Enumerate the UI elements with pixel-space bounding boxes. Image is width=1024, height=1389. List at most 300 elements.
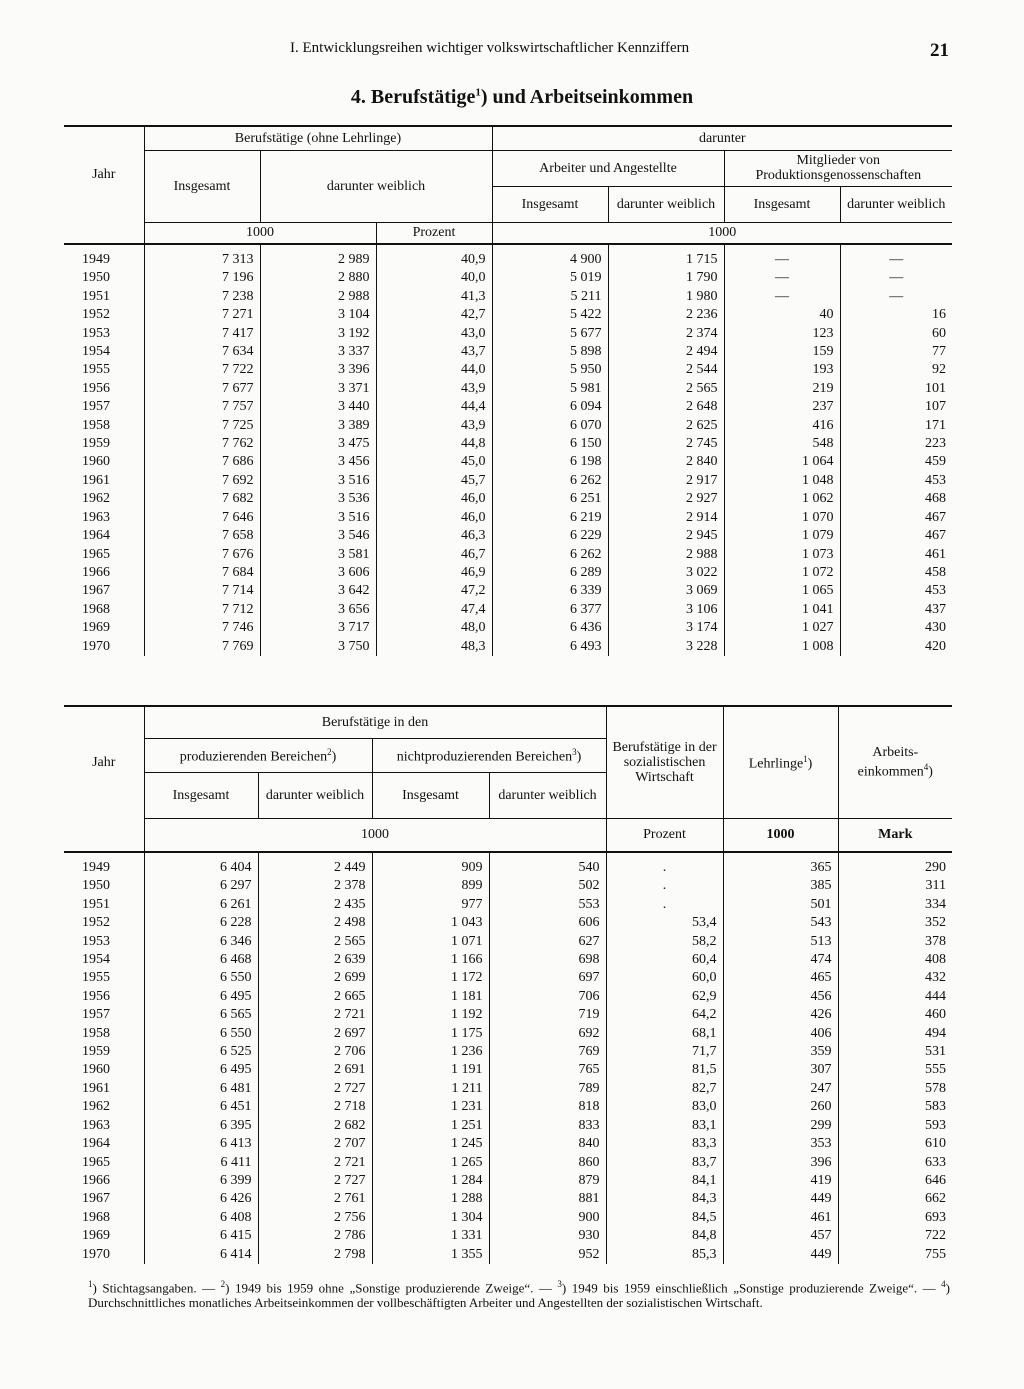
value-cell: — xyxy=(840,288,952,306)
table-row xyxy=(64,490,952,508)
value-cell: 2 565 xyxy=(258,933,372,951)
value-cell: 7 712 xyxy=(144,601,260,619)
value-cell: 3 389 xyxy=(260,417,376,435)
value-cell: 840 xyxy=(489,1135,606,1153)
value-cell: 60,0 xyxy=(606,969,723,987)
value-cell: 633 xyxy=(838,1154,952,1172)
table-row xyxy=(64,852,952,877)
value-cell: 2 927 xyxy=(608,490,724,508)
value-cell: 6 404 xyxy=(144,852,258,877)
value-cell: 7 313 xyxy=(144,244,260,269)
value-cell: 6 289 xyxy=(492,564,608,582)
value-cell: 2 727 xyxy=(258,1080,372,1098)
value-cell: 449 xyxy=(723,1190,838,1208)
value-cell: 1 251 xyxy=(372,1117,489,1135)
value-cell: 71,7 xyxy=(606,1043,723,1061)
value-cell: 385 xyxy=(723,877,838,895)
value-cell: 1 079 xyxy=(724,527,840,545)
value-cell: 7 714 xyxy=(144,582,260,600)
value-cell: 3 104 xyxy=(260,306,376,324)
table-row xyxy=(64,951,952,969)
value-cell: 3 546 xyxy=(260,527,376,545)
value-cell: 6 415 xyxy=(144,1227,258,1245)
table-row xyxy=(64,1080,952,1098)
value-cell: 930 xyxy=(489,1227,606,1245)
value-cell: 46,7 xyxy=(376,546,492,564)
col-berufstaetige: Berufstätige (ohne Lehrlinge) xyxy=(144,126,492,150)
value-cell: 45,0 xyxy=(376,453,492,471)
table-row xyxy=(64,601,952,619)
value-cell: 6 251 xyxy=(492,490,608,508)
value-cell: 92 xyxy=(840,361,952,379)
value-cell: 406 xyxy=(723,1025,838,1043)
value-cell: 2 756 xyxy=(258,1209,372,1227)
value-cell: 6 411 xyxy=(144,1154,258,1172)
value-cell: 453 xyxy=(840,472,952,490)
value-cell: 3 371 xyxy=(260,380,376,398)
value-cell: 2 989 xyxy=(260,244,376,269)
value-cell: 83,0 xyxy=(606,1098,723,1116)
value-cell: 1 236 xyxy=(372,1043,489,1061)
col-nichtproduzierenden: nichtproduzierenden Bereichen$^3$) xyxy=(372,738,606,772)
value-cell: 2 699 xyxy=(258,969,372,987)
col-pg-insgesamt: Insgesamt xyxy=(724,186,840,222)
value-cell: 593 xyxy=(838,1117,952,1135)
value-cell: 1 008 xyxy=(724,638,840,656)
value-cell: 553 xyxy=(489,896,606,914)
value-cell: 83,1 xyxy=(606,1117,723,1135)
value-cell: 85,3 xyxy=(606,1246,723,1264)
year-cell: 1962 xyxy=(82,491,110,507)
value-cell: 62,9 xyxy=(606,988,723,1006)
value-cell: 833 xyxy=(489,1117,606,1135)
value-cell: 2 639 xyxy=(258,951,372,969)
year-cell: 1965 xyxy=(82,546,110,562)
value-cell: 2 727 xyxy=(258,1172,372,1190)
value-cell: 2 697 xyxy=(258,1025,372,1043)
value-cell: 818 xyxy=(489,1098,606,1116)
value-cell: 3 475 xyxy=(260,435,376,453)
year-cell: 1963 xyxy=(82,509,110,525)
table-row xyxy=(64,546,952,564)
year-cell: 1964 xyxy=(82,528,110,544)
value-cell: 6 550 xyxy=(144,1025,258,1043)
value-cell: 5 981 xyxy=(492,380,608,398)
col-sozialistisch: Berufstätige in der sozialistischen Wirtschaft xyxy=(606,706,723,818)
value-cell: 40,0 xyxy=(376,269,492,287)
value-cell: 3 106 xyxy=(608,601,724,619)
col-jahr-2: Jahr xyxy=(64,706,144,818)
value-cell: 606 xyxy=(489,914,606,932)
value-cell: 6 262 xyxy=(492,472,608,490)
value-cell: 765 xyxy=(489,1061,606,1079)
value-cell: 1 355 xyxy=(372,1246,489,1264)
value-cell: 437 xyxy=(840,601,952,619)
page-title: 4. Berufstätige$^1$) und Arbeitseinkommen xyxy=(350,86,694,108)
value-cell: 43,7 xyxy=(376,343,492,361)
year-cell: 1966 xyxy=(82,564,110,580)
value-cell: 1 027 xyxy=(724,619,840,637)
year-cell: 1962 xyxy=(82,1099,110,1115)
value-cell: 1 211 xyxy=(372,1080,489,1098)
value-cell: 2 648 xyxy=(608,398,724,416)
value-cell: 365 xyxy=(723,852,838,877)
value-cell: 2 691 xyxy=(258,1061,372,1079)
year-cell: 1950 xyxy=(82,878,110,894)
value-cell: 1 288 xyxy=(372,1190,489,1208)
value-cell: 540 xyxy=(489,852,606,877)
value-cell: 311 xyxy=(838,877,952,895)
table-row xyxy=(64,914,952,932)
value-cell: 693 xyxy=(838,1209,952,1227)
value-cell: 3 456 xyxy=(260,453,376,471)
col-prod-weiblich: darunter weiblich xyxy=(258,772,372,818)
value-cell: 2 682 xyxy=(258,1117,372,1135)
value-cell: 101 xyxy=(840,380,952,398)
value-cell: . xyxy=(606,877,723,895)
year-cell: 1961 xyxy=(82,472,110,488)
value-cell: 7 676 xyxy=(144,546,260,564)
value-cell: 2 374 xyxy=(608,325,724,343)
value-cell: 461 xyxy=(723,1209,838,1227)
value-cell: 879 xyxy=(489,1172,606,1190)
value-cell: 6 525 xyxy=(144,1043,258,1061)
year-cell: 1966 xyxy=(82,1172,110,1188)
table-row xyxy=(64,509,952,527)
value-cell: 3 396 xyxy=(260,361,376,379)
value-cell: 1 048 xyxy=(724,472,840,490)
value-cell: 7 196 xyxy=(144,269,260,287)
table-row xyxy=(64,896,952,914)
value-cell: 461 xyxy=(840,546,952,564)
value-cell: 1 073 xyxy=(724,546,840,564)
table-row xyxy=(64,1154,952,1172)
col-pg-weiblich: darunter weiblich xyxy=(840,186,952,222)
value-cell: 107 xyxy=(840,398,952,416)
table-row xyxy=(64,288,952,306)
value-cell: 457 xyxy=(723,1227,838,1245)
value-cell: 7 646 xyxy=(144,509,260,527)
year-cell: 1967 xyxy=(82,583,110,599)
value-cell: 16 xyxy=(840,306,952,324)
value-cell: 2 494 xyxy=(608,343,724,361)
value-cell: 6 495 xyxy=(144,988,258,1006)
value-cell: 468 xyxy=(840,490,952,508)
value-cell: 2 988 xyxy=(260,288,376,306)
table-row xyxy=(64,582,952,600)
value-cell: 171 xyxy=(840,417,952,435)
value-cell: 1 043 xyxy=(372,914,489,932)
table-row xyxy=(64,1006,952,1024)
value-cell: 1 072 xyxy=(724,564,840,582)
value-cell: 6 150 xyxy=(492,435,608,453)
year-cell: 1955 xyxy=(82,362,110,378)
value-cell: — xyxy=(724,269,840,287)
value-cell: 334 xyxy=(838,896,952,914)
value-cell: 698 xyxy=(489,951,606,969)
value-cell: 3 337 xyxy=(260,343,376,361)
value-cell: 531 xyxy=(838,1043,952,1061)
value-cell: 81,5 xyxy=(606,1061,723,1079)
col-produzierenden: produzierenden Bereichen$^2$) xyxy=(144,738,372,772)
value-cell: 247 xyxy=(723,1080,838,1098)
value-cell: 6 426 xyxy=(144,1190,258,1208)
value-cell: 6 414 xyxy=(144,1246,258,1264)
value-cell: 444 xyxy=(838,988,952,1006)
value-cell: 6 436 xyxy=(492,619,608,637)
table-row xyxy=(64,1025,952,1043)
value-cell: 40,9 xyxy=(376,244,492,269)
value-cell: 1 175 xyxy=(372,1025,489,1043)
value-cell: 408 xyxy=(838,951,952,969)
value-cell: 44,8 xyxy=(376,435,492,453)
value-cell: 47,2 xyxy=(376,582,492,600)
value-cell: 2 745 xyxy=(608,435,724,453)
page-number: 21 xyxy=(930,40,949,61)
table-row xyxy=(64,380,952,398)
value-cell: 474 xyxy=(723,951,838,969)
value-cell: 2 840 xyxy=(608,453,724,471)
year-cell: 1963 xyxy=(82,1117,110,1133)
year-cell: 1957 xyxy=(82,399,110,415)
value-cell: 1 265 xyxy=(372,1154,489,1172)
unit-mark: Mark xyxy=(838,818,952,852)
col-lehrlinge: Lehrlinge$^1$) xyxy=(723,706,838,818)
value-cell: 3 536 xyxy=(260,490,376,508)
table-row xyxy=(64,361,952,379)
col-darunter: darunter xyxy=(492,126,952,150)
value-cell: — xyxy=(840,244,952,269)
value-cell: 719 xyxy=(489,1006,606,1024)
value-cell: 6 493 xyxy=(492,638,608,656)
year-cell: 1968 xyxy=(82,601,110,617)
value-cell: 2 565 xyxy=(608,380,724,398)
value-cell: 459 xyxy=(840,453,952,471)
value-cell: 45,7 xyxy=(376,472,492,490)
value-cell: 6 495 xyxy=(144,1061,258,1079)
value-cell: 5 422 xyxy=(492,306,608,324)
value-cell: 46,3 xyxy=(376,527,492,545)
year-cell: 1961 xyxy=(82,1080,110,1096)
year-cell: 1952 xyxy=(82,915,110,931)
value-cell: 432 xyxy=(838,969,952,987)
value-cell: 2 544 xyxy=(608,361,724,379)
value-cell: 6 198 xyxy=(492,453,608,471)
value-cell: 307 xyxy=(723,1061,838,1079)
table-row xyxy=(64,325,952,343)
year-cell: 1959 xyxy=(82,1044,110,1060)
value-cell: 2 665 xyxy=(258,988,372,1006)
value-cell: 84,5 xyxy=(606,1209,723,1227)
value-cell: 1 191 xyxy=(372,1061,489,1079)
value-cell: 1 062 xyxy=(724,490,840,508)
value-cell: 1 166 xyxy=(372,951,489,969)
value-cell: 64,2 xyxy=(606,1006,723,1024)
value-cell: 2 378 xyxy=(258,877,372,895)
value-cell: 2 718 xyxy=(258,1098,372,1116)
table-row xyxy=(64,933,952,951)
value-cell: 2 945 xyxy=(608,527,724,545)
value-cell: 6 408 xyxy=(144,1209,258,1227)
value-cell: 543 xyxy=(723,914,838,932)
value-cell: 48,0 xyxy=(376,619,492,637)
value-cell: 1 245 xyxy=(372,1135,489,1153)
value-cell: 77 xyxy=(840,343,952,361)
value-cell: 789 xyxy=(489,1080,606,1098)
value-cell: 6 395 xyxy=(144,1117,258,1135)
value-cell: 3 174 xyxy=(608,619,724,637)
table-row xyxy=(64,1246,952,1264)
value-cell: 237 xyxy=(724,398,840,416)
value-cell: 7 757 xyxy=(144,398,260,416)
value-cell: 7 677 xyxy=(144,380,260,398)
value-cell: 53,4 xyxy=(606,914,723,932)
value-cell: 44,0 xyxy=(376,361,492,379)
table-row xyxy=(64,564,952,582)
value-cell: 513 xyxy=(723,933,838,951)
value-cell: 7 658 xyxy=(144,527,260,545)
year-cell: 1969 xyxy=(82,620,110,636)
table-row xyxy=(64,343,952,361)
value-cell: 1 065 xyxy=(724,582,840,600)
table-bereiche xyxy=(64,705,952,1264)
year-cell: 1970 xyxy=(82,1246,110,1262)
value-cell: 68,1 xyxy=(606,1025,723,1043)
unit-prozent: Prozent xyxy=(376,222,492,244)
value-cell: 60,4 xyxy=(606,951,723,969)
value-cell: 7 725 xyxy=(144,417,260,435)
table-row xyxy=(64,527,952,545)
table-row xyxy=(64,877,952,895)
year-cell: 1950 xyxy=(82,270,110,286)
value-cell: 2 435 xyxy=(258,896,372,914)
table-row xyxy=(64,435,952,453)
value-cell: 1 064 xyxy=(724,453,840,471)
value-cell: 6 451 xyxy=(144,1098,258,1116)
value-cell: 977 xyxy=(372,896,489,914)
year-cell: 1954 xyxy=(82,344,110,360)
value-cell: 3 581 xyxy=(260,546,376,564)
table-row xyxy=(64,1209,952,1227)
unit-1000b: 1000 xyxy=(492,222,952,244)
value-cell: 2 914 xyxy=(608,509,724,527)
value-cell: 2 761 xyxy=(258,1190,372,1208)
value-cell: 359 xyxy=(723,1043,838,1061)
table-row xyxy=(64,1043,952,1061)
value-cell: 84,3 xyxy=(606,1190,723,1208)
table-row xyxy=(64,1117,952,1135)
value-cell: 430 xyxy=(840,619,952,637)
year-cell: 1965 xyxy=(82,1154,110,1170)
value-cell: — xyxy=(840,269,952,287)
value-cell: 1 181 xyxy=(372,988,489,1006)
table-row xyxy=(64,417,952,435)
value-cell: 6 261 xyxy=(144,896,258,914)
value-cell: 7 686 xyxy=(144,453,260,471)
value-cell: 1 192 xyxy=(372,1006,489,1024)
col-arbeiter-angestellte: Arbeiter und Angestellte xyxy=(492,150,724,186)
col-mitglieder-pg: Mitglieder von Produktionsgenossenschaften xyxy=(724,150,952,186)
value-cell: 7 722 xyxy=(144,361,260,379)
value-cell: 6 468 xyxy=(144,951,258,969)
value-cell: 3 516 xyxy=(260,472,376,490)
table-row xyxy=(64,1190,952,1208)
table-row xyxy=(64,1098,952,1116)
value-cell: 952 xyxy=(489,1246,606,1264)
value-cell: 352 xyxy=(838,914,952,932)
value-cell: 5 950 xyxy=(492,361,608,379)
value-cell: 627 xyxy=(489,933,606,951)
year-cell: 1949 xyxy=(82,860,110,875)
table-row xyxy=(64,988,952,1006)
table-row xyxy=(64,472,952,490)
value-cell: 4 900 xyxy=(492,244,608,269)
value-cell: 449 xyxy=(723,1246,838,1264)
value-cell: 646 xyxy=(838,1172,952,1190)
value-cell: 5 898 xyxy=(492,343,608,361)
value-cell: 1 790 xyxy=(608,269,724,287)
year-cell: 1953 xyxy=(82,933,110,949)
col-insgesamt: Insgesamt xyxy=(144,150,260,222)
year-cell: 1954 xyxy=(82,952,110,968)
value-cell: 7 692 xyxy=(144,472,260,490)
value-cell: 6 346 xyxy=(144,933,258,951)
value-cell: 46,0 xyxy=(376,509,492,527)
value-cell: 1 231 xyxy=(372,1098,489,1116)
value-cell: 2 706 xyxy=(258,1043,372,1061)
value-cell: 5 677 xyxy=(492,325,608,343)
col-jahr: Jahr xyxy=(64,126,144,222)
value-cell: 1 331 xyxy=(372,1227,489,1245)
col-nprod-weiblich: darunter weiblich xyxy=(489,772,606,818)
value-cell: 465 xyxy=(723,969,838,987)
value-cell: 419 xyxy=(723,1172,838,1190)
value-cell: 1 284 xyxy=(372,1172,489,1190)
value-cell: 48,3 xyxy=(376,638,492,656)
value-cell: 548 xyxy=(724,435,840,453)
table-row xyxy=(64,453,952,471)
value-cell: 467 xyxy=(840,509,952,527)
value-cell: 2 786 xyxy=(258,1227,372,1245)
value-cell: 7 238 xyxy=(144,288,260,306)
value-cell: 769 xyxy=(489,1043,606,1061)
value-cell: 909 xyxy=(372,852,489,877)
value-cell: 82,7 xyxy=(606,1080,723,1098)
table-row xyxy=(64,638,952,656)
value-cell: 6 339 xyxy=(492,582,608,600)
year-cell: 1958 xyxy=(82,417,110,433)
value-cell: 6 229 xyxy=(492,527,608,545)
value-cell: 578 xyxy=(838,1080,952,1098)
value-cell: 3 192 xyxy=(260,325,376,343)
value-cell: 662 xyxy=(838,1190,952,1208)
value-cell: 2 236 xyxy=(608,306,724,324)
value-cell: 223 xyxy=(840,435,952,453)
value-cell: 43,9 xyxy=(376,380,492,398)
value-cell: 260 xyxy=(723,1098,838,1116)
value-cell: 6 413 xyxy=(144,1135,258,1153)
value-cell: 41,3 xyxy=(376,288,492,306)
value-cell: 60 xyxy=(840,325,952,343)
value-cell: 881 xyxy=(489,1190,606,1208)
value-cell: 3 069 xyxy=(608,582,724,600)
value-cell: . xyxy=(606,852,723,877)
value-cell: 84,1 xyxy=(606,1172,723,1190)
value-cell: 6 565 xyxy=(144,1006,258,1024)
value-cell: 692 xyxy=(489,1025,606,1043)
value-cell: 44,4 xyxy=(376,398,492,416)
year-cell: 1970 xyxy=(82,638,110,654)
